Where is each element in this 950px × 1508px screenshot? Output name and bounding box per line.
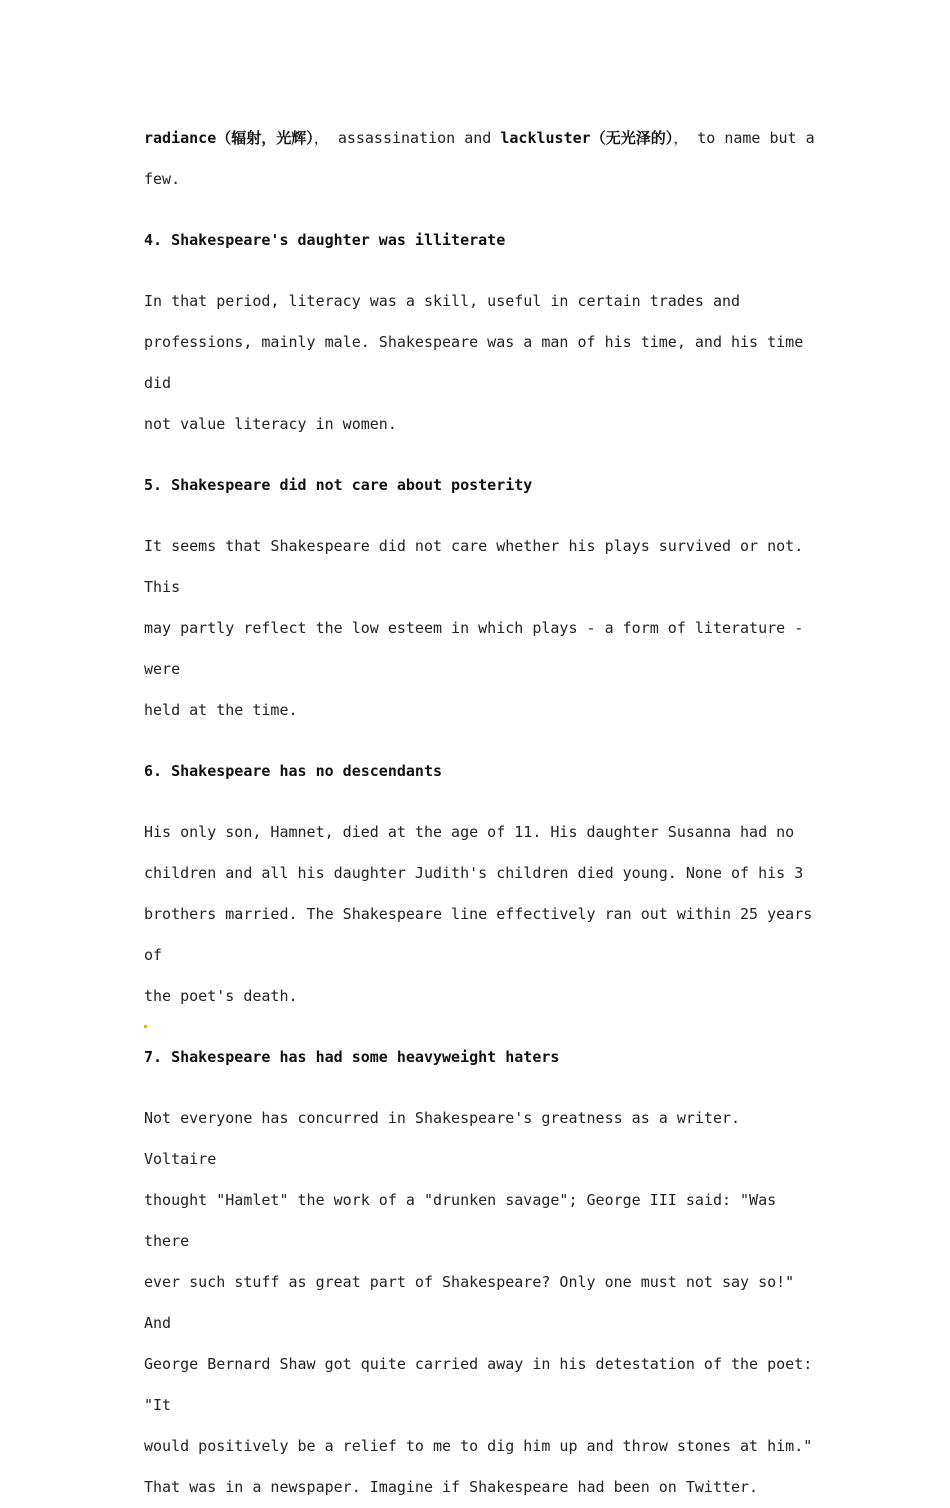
paragraph-line: It seems that Shakespeare did not care whether his plays survived or not. This [144,537,804,596]
gloss-radiance: （辐射，光辉） [216,129,314,147]
paragraph-mark-dot [144,1025,147,1028]
paragraph-line: the poet's death. [144,987,298,1005]
paragraph-line: His only son, Hamnet, died at the age of 11. His daughter Susanna had no [144,823,795,841]
conjunction: and [464,129,492,147]
paragraph-line: brothers married. The Shakespeare line effectively ran out within 25 years of [144,905,813,964]
paragraph-line: Not everyone has concurred in Shakespeare's greatness as a writer. Voltaire [144,1109,741,1168]
paragraph-line: George Bernard Shaw got quite carried away in his detestation of the poet: "It [144,1355,813,1414]
section-heading-4: 4. Shakespeare's daughter was illiterate [144,231,506,249]
paragraph-line: In that period, literacy was a skill, useful in certain trades and [144,292,741,310]
section-heading-6: 6. Shakespeare has no descendants [144,762,443,780]
intro-end: few. [144,170,181,188]
intro-paragraph [144,118,816,200]
section-paragraph-5 [144,526,816,731]
term-lackluster: lackluster [500,129,591,147]
separator: ， [313,129,329,147]
paragraph-line: may partly reflect the low esteem in which plays - a form of literature - were [144,619,804,678]
paragraph-line: held at the time. [144,701,298,719]
gloss-lackluster: （无光泽的） [590,129,674,147]
paragraph-line: ever such stuff as great part of Shakespeare? Only one must not say so!" And [144,1273,795,1332]
term-assassination: assassination [337,129,456,147]
paragraph-line: not value literacy in women. [144,415,397,433]
term-radiance: radiance [144,129,217,147]
section-paragraph-6 [144,812,816,1017]
section-paragraph-4 [144,281,816,445]
paragraph-line: thought "Hamlet" the work of a "drunken savage"; George III said: "Was there [144,1191,777,1250]
paragraph-line: That was in a newspaper. Imagine if Shakespeare had been on Twitter. [144,1478,759,1496]
section-paragraph-7 [144,1098,816,1508]
section-heading-5: 5. Shakespeare did not care about posterity [144,476,533,494]
section-heading-7: 7. Shakespeare has had some heavyweight haters [144,1048,560,1066]
paragraph-line: would positively be a relief to me to dig him up and throw stones at him." [144,1437,813,1455]
intro-tail: to name but a [697,129,815,147]
document-body [144,118,816,1508]
paragraph-line: professions, mainly male. Shakespeare was a man of his time, and his time did [144,333,804,392]
paragraph-line: children and all his daughter Judith's children died young. None of his 3 [144,864,804,882]
separator: ， [673,129,689,147]
